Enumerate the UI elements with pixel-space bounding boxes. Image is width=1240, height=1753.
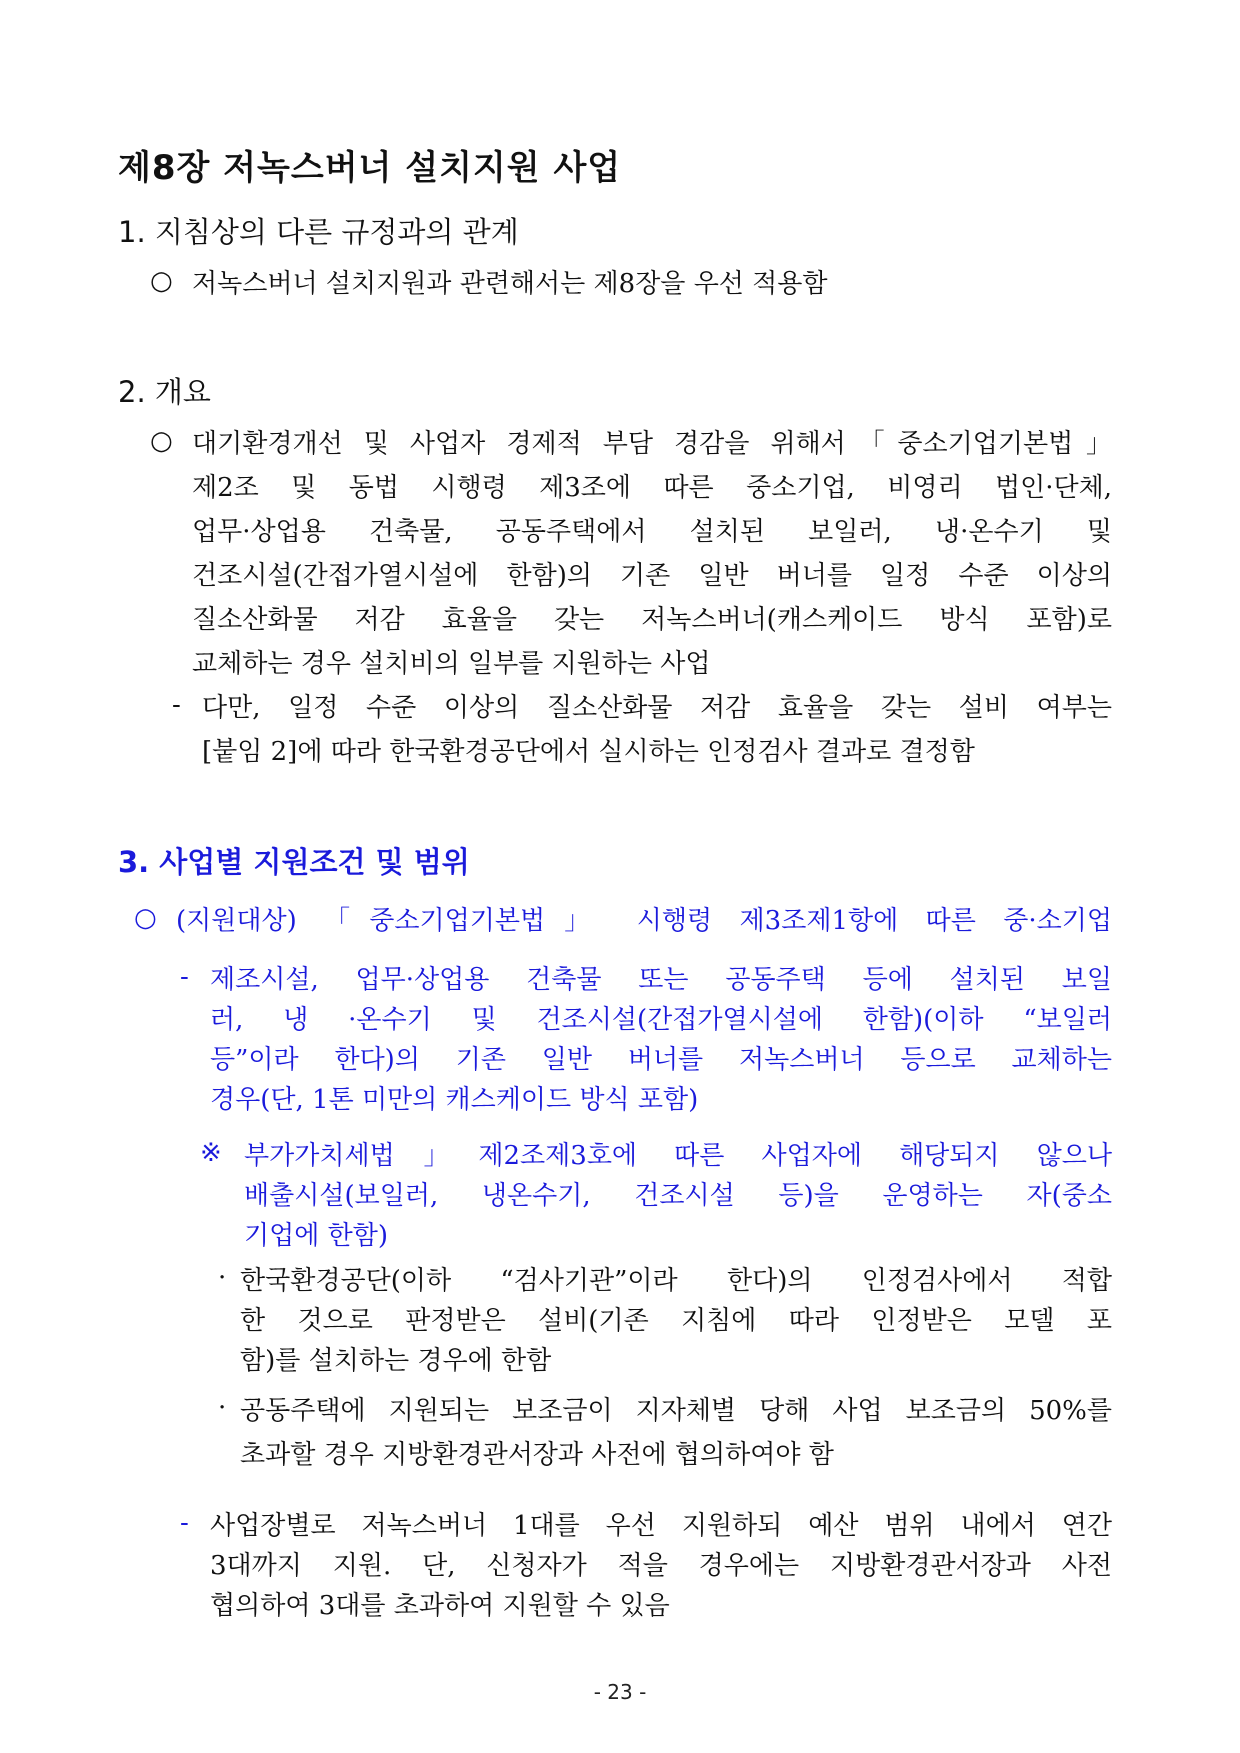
section3-dash1-line: 러, 냉 ·온수기 및 건조시설(간접가열시설에 한함)(이하 “보일러 <box>210 1005 1112 1035</box>
section3-dash1-line: 등”이라 한다)의 기존 일반 버너를 저녹스버너 등으로 교체하는 <box>210 1045 1112 1075</box>
dash2-line: 3대까지 지원. 단, 신청자가 적을 경우에는 지방환경관서장과 사전 <box>210 1551 1112 1581</box>
section2-title: 2. 개요 <box>118 375 211 409</box>
section1-text: 저녹스버너 설치지원과 관련해서는 제8장을 우선 적용함 <box>192 269 828 299</box>
dot-bullet-1: · <box>218 1263 227 1293</box>
section2-line: 건조시설(간접가열시설에 한함)의 기존 일반 버너를 일정 수준 이상의 <box>192 561 1112 591</box>
note-mark: ※ <box>200 1138 222 1168</box>
note-line: 배출시설(보일러, 냉온수기, 건조시설 등)을 운영하는 자(중소 <box>244 1181 1112 1211</box>
dot1-line: 함)를 설치하는 경우에 한함 <box>240 1346 552 1376</box>
section2-line: 대기환경개선 및 사업자 경제적 부담 경감을 위해서「중소기업기본법」 <box>192 429 1112 459</box>
section2-sub-line: [붙임 2]에 따라 한국환경공단에서 실시하는 인정검사 결과로 결정함 <box>202 737 975 767</box>
section3-dash1-line: 경우(단, 1톤 미만의 캐스케이드 방식 포함) <box>210 1085 699 1115</box>
section2-line: 질소산화물 저감 효율을 갖는 저녹스버너(캐스케이드 방식 포함)로 <box>192 605 1112 635</box>
dash2-line: 협의하여 3대를 초과하여 지원할 수 있음 <box>210 1591 670 1621</box>
section3-target-line: (지원대상) 「중소기업기본법」 시행령 제3조제1항에 따른 중·소기업 <box>176 906 1112 936</box>
section3-dash-2: - <box>180 1508 189 1538</box>
section2-dash: - <box>172 690 181 720</box>
chapter-title: 제8장 저녹스버너 설치지원 사업 <box>118 148 622 188</box>
dot1-line: 한국환경공단(이하 “검사기관”이라 한다)의 인정검사에서 적합 <box>240 1266 1112 1296</box>
section2-sub-line: 다만, 일정 수준 이상의 질소산화물 저감 효율을 갖는 설비 여부는 <box>202 693 1112 723</box>
note-line: 부가가치세법」제2조제3호에 따른 사업자에 해당되지 않으나 <box>244 1141 1112 1171</box>
section2-line: 제2조 및 동법 시행령 제3조에 따른 중소기업, 비영리 법인·단체, <box>192 473 1112 503</box>
section1-title: 1. 지침상의 다른 규정과의 관계 <box>118 215 519 249</box>
dot-bullet-2: · <box>218 1393 227 1423</box>
page-number: - 23 - <box>593 1680 647 1704</box>
note-line: 기업에 한함) <box>244 1221 388 1251</box>
dot2-line: 초과할 경우 지방환경관서장과 사전에 협의하여야 함 <box>240 1440 834 1470</box>
section2-line: 업무·상업용 건축물, 공동주택에서 설치된 보일러, 냉·온수기 및 <box>192 517 1112 547</box>
section1-bullet: ○ <box>150 266 173 296</box>
dot1-line: 한 것으로 판정받은 설비(기존 지침에 따라 인정받은 모델 포 <box>240 1306 1112 1336</box>
dot2-line: 공동주택에 지원되는 보조금이 지자체별 당해 사업 보조금의 50%를 <box>240 1396 1112 1426</box>
section3-dash1-line: 제조시설, 업무·상업용 건축물 또는 공동주택 등에 설치된 보일 <box>210 965 1112 995</box>
section2-bullet: ○ <box>150 426 173 456</box>
section3-bullet: ○ <box>134 903 157 933</box>
section3-title: 3. 사업별 지원조건 및 범위 <box>118 845 470 879</box>
section3-dash-1: - <box>180 962 189 992</box>
section2-line: 교체하는 경우 설치비의 일부를 지원하는 사업 <box>192 649 711 679</box>
dash2-line: 사업장별로 저녹스버너 1대를 우선 지원하되 예산 범위 내에서 연간 <box>210 1511 1112 1541</box>
